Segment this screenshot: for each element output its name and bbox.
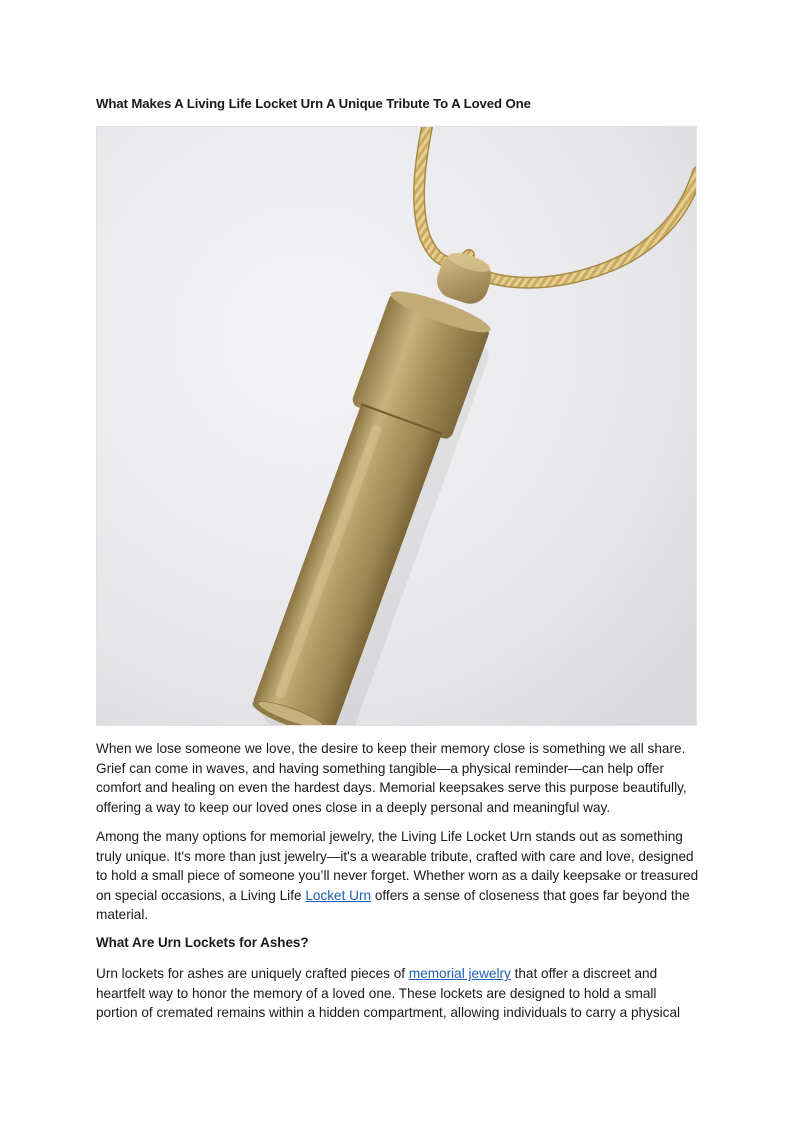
body-paragraph bbox=[96, 827, 700, 925]
body-paragraph bbox=[96, 964, 700, 1023]
paragraph-text: that offer a discreet and heartfelt way to honor the memory of a loved one. These lockets are designed to hold a small portion of cremated remains within a hidden compartment, allowing individuals to carry a physical bbox=[96, 966, 681, 1021]
paragraph-text: offers a sense of closeness that goes far beyond the material. bbox=[96, 887, 690, 923]
pendant-photo bbox=[96, 126, 697, 726]
paragraph-text: Among the many options for memorial jewelry, the Living Life Locket Urn stands out as something truly unique. It's more than just jewelry—it's a wearable tribute, crafted with care and love, designed to hold a small piece of someone you’ll never forget. Whether worn as a daily keepsake or treasured on special occasions, a Living Life bbox=[96, 829, 699, 903]
locket-urn-link[interactable]: Locket Urn bbox=[305, 887, 372, 903]
pendant-illustration bbox=[97, 127, 697, 726]
intro-paragraph: When we lose someone we love, the desire to keep their memory close is something we all share. Grief can come in waves, and having something tangible—a physical reminder—can help offer comfort and healing on even the hardest days. Memorial keepsakes serve this purpose beautifully, offering a way to keep our loved ones close in a deeply personal and meaningful way. bbox=[96, 741, 687, 815]
paragraph-text: Urn lockets for ashes are uniquely crafted pieces of bbox=[96, 966, 409, 981]
article-title: What Makes A Living Life Locket Urn A Unique Tribute To A Loved One bbox=[96, 96, 531, 111]
section-heading: What Are Urn Lockets for Ashes? bbox=[96, 935, 309, 950]
memorial-jewelry-link[interactable]: memorial jewelry bbox=[408, 966, 511, 981]
